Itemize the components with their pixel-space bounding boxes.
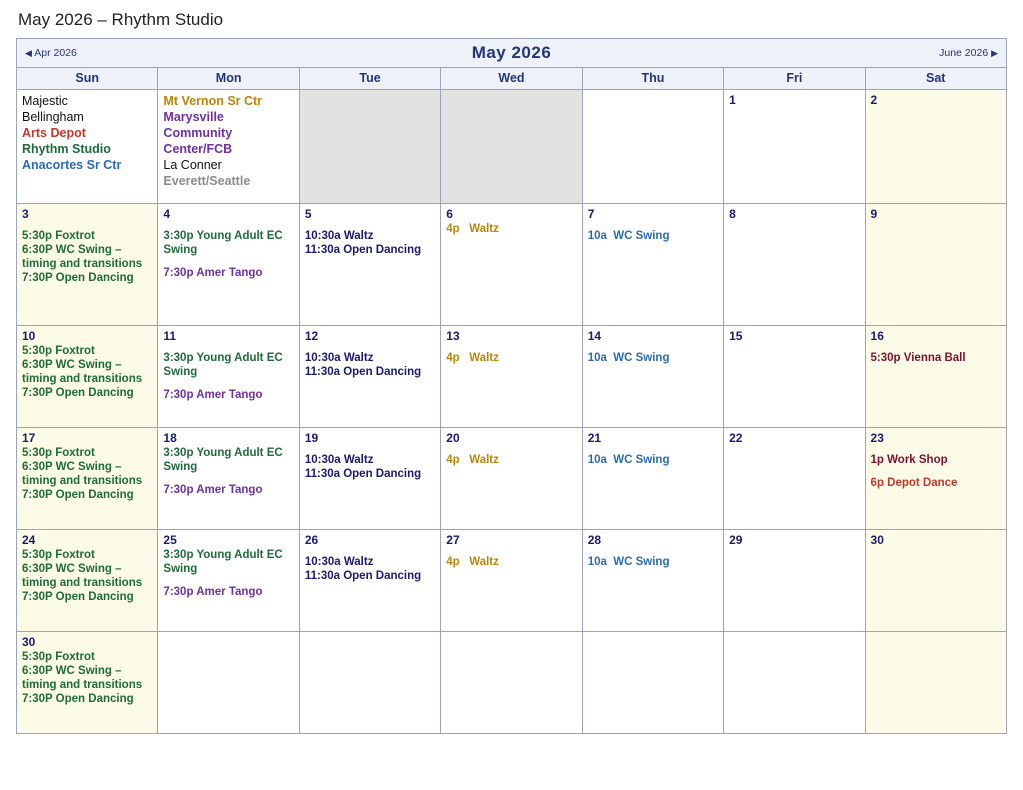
next-month-label: June 2026	[939, 47, 989, 59]
day-cell[interactable]	[583, 204, 724, 325]
day-cell[interactable]	[158, 530, 299, 631]
day-cell[interactable]	[724, 326, 865, 427]
day-number: 6	[446, 207, 453, 221]
calendar-event[interactable]: 10:30a Waltz	[304, 230, 374, 242]
day-number: 8	[729, 207, 736, 221]
legend-item: Anacortes Sr Ctr	[22, 158, 122, 172]
day-cell[interactable]	[724, 530, 865, 631]
weekday-mon: Mon	[158, 68, 299, 89]
calendar-event[interactable]: 10:30a Waltz	[304, 352, 374, 364]
calendar-event[interactable]: 7:30p Amer Tango	[163, 586, 263, 598]
day-number: 5	[304, 207, 312, 221]
day-number: 25	[163, 533, 177, 547]
day-cell[interactable]	[724, 90, 865, 203]
day-cell-empty[interactable]	[441, 90, 582, 203]
calendar-event[interactable]: 4p Waltz	[446, 352, 499, 364]
day-cell[interactable]	[441, 204, 582, 325]
day-cell-empty[interactable]	[583, 632, 724, 733]
day-number: 11	[163, 329, 177, 343]
calendar-event[interactable]: 11:30a Open Dancing	[304, 244, 422, 256]
day-number: 26	[304, 533, 319, 547]
calendar-event[interactable]: 7:30p Amer Tango	[163, 389, 263, 401]
day-number: 1	[729, 93, 736, 107]
calendar-event[interactable]: 5:30p Foxtrot	[22, 447, 95, 459]
calendar-event[interactable]: 7:30P Open Dancing	[22, 591, 134, 603]
day-cell[interactable]	[441, 530, 582, 631]
weekday-sat: Sat	[926, 71, 946, 85]
calendar-event[interactable]: 6:30P WC Swing – timing and transitions	[22, 244, 143, 270]
day-cell[interactable]	[866, 530, 1006, 631]
legend-item: Rhythm Studio	[22, 142, 111, 156]
calendar-event[interactable]: 6:30P WC Swing – timing and transitions	[22, 563, 143, 589]
day-cell[interactable]	[866, 204, 1006, 325]
day-cell[interactable]	[866, 428, 1006, 529]
calendar-event[interactable]: 3:30p Young Adult EC Swing	[163, 447, 286, 473]
next-month-button[interactable]	[939, 39, 998, 67]
day-cell[interactable]	[17, 530, 158, 631]
weekday-sun: Sun	[17, 68, 158, 89]
day-number: 16	[870, 329, 884, 343]
day-cell-empty[interactable]	[441, 632, 582, 733]
legend-item: La Conner	[163, 158, 222, 172]
weekday-thu: Thu	[583, 68, 724, 89]
calendar-week-row	[17, 428, 1006, 530]
calendar-event[interactable]: 10a WC Swing	[587, 230, 670, 242]
day-cell-empty[interactable]	[300, 632, 441, 733]
chevron-right-icon: ▶	[991, 48, 998, 58]
day-cell[interactable]	[17, 204, 158, 325]
day-number: 2	[870, 93, 878, 107]
calendar-event[interactable]: 7:30P Open Dancing	[22, 693, 134, 705]
calendar-event[interactable]: 6p Depot Dance	[870, 477, 958, 489]
day-number: 27	[446, 533, 460, 547]
weekday-tue: Tue	[300, 68, 441, 89]
day-number: 30	[870, 533, 884, 547]
day-cell-empty[interactable]	[158, 632, 299, 733]
calendar-event[interactable]: 11:30a Open Dancing	[304, 468, 422, 480]
calendar-event[interactable]: 7:30P Open Dancing	[22, 272, 134, 284]
legend-item: Arts Depot	[22, 126, 86, 140]
day-cell[interactable]	[300, 204, 441, 325]
calendar-event[interactable]: 4p Waltz	[446, 454, 499, 466]
day-number: 22	[729, 431, 743, 445]
day-cell[interactable]	[724, 204, 865, 325]
prev-month-button[interactable]	[25, 39, 77, 67]
day-number: 14	[587, 329, 602, 343]
calendar-event[interactable]: 7:30P Open Dancing	[22, 387, 134, 399]
calendar-event[interactable]: 6:30P WC Swing – timing and transitions	[22, 359, 143, 385]
calendar-event[interactable]: 7:30P Open Dancing	[22, 489, 134, 501]
day-cell-empty[interactable]	[17, 90, 158, 203]
legend-item: Everett/Seattle	[163, 174, 251, 188]
calendar-event[interactable]: 5:30p Vienna Ball	[870, 352, 966, 364]
calendar-week-row	[17, 632, 1006, 733]
day-number: 13	[446, 329, 460, 343]
day-cell[interactable]	[158, 204, 299, 325]
calendar-event[interactable]: 3:30p Young Adult EC Swing	[163, 352, 286, 378]
day-number: 7	[587, 207, 595, 221]
day-number: 20	[446, 431, 460, 445]
day-number: 29	[729, 533, 743, 547]
day-cell[interactable]	[441, 326, 582, 427]
calendar-week-row	[17, 530, 1006, 632]
calendar-week-row	[17, 204, 1006, 326]
calendar-event[interactable]: 3:30p Young Adult EC Swing	[163, 230, 286, 256]
legend-item: Majestic	[22, 94, 68, 108]
page-title: May 2026 – Rhythm Studio	[18, 10, 224, 29]
calendar-event[interactable]: 10a WC Swing	[587, 352, 670, 364]
calendar-event[interactable]: 5:30p Foxtrot	[22, 549, 95, 561]
weekday-fri: Fri	[724, 68, 865, 89]
day-cell[interactable]	[583, 428, 724, 529]
calendar-event[interactable]: 5:30p Foxtrot	[22, 345, 95, 357]
calendar-event[interactable]: 4p Waltz	[446, 223, 499, 235]
day-number: 24	[22, 533, 36, 547]
calendar-event[interactable]: 10a WC Swing	[587, 556, 670, 568]
day-cell[interactable]	[300, 428, 441, 529]
calendar-week-row	[17, 326, 1006, 428]
calendar-event[interactable]: 7:30p Amer Tango	[163, 484, 263, 496]
day-number: 21	[587, 431, 602, 445]
day-number: 17	[22, 431, 36, 445]
day-number: 4	[163, 207, 171, 221]
day-cell-empty[interactable]	[158, 90, 299, 203]
calendar-event[interactable]: 1p Work Shop	[870, 454, 948, 466]
prev-month-label: Apr 2026	[34, 47, 77, 59]
day-cell[interactable]	[866, 326, 1006, 427]
calendar-grid	[17, 90, 1006, 733]
calendar-event[interactable]: 10a WC Swing	[587, 454, 670, 466]
day-number: 3	[22, 207, 29, 221]
day-number: 28	[587, 533, 602, 547]
day-number: 15	[729, 329, 743, 343]
day-cell[interactable]	[866, 90, 1006, 203]
weekday-wed: Wed	[441, 68, 582, 89]
chevron-left-icon: ◀	[25, 48, 32, 58]
day-cell-empty[interactable]	[866, 632, 1006, 733]
day-number: 18	[163, 431, 177, 445]
day-number: 10	[22, 329, 36, 343]
day-number: 23	[870, 431, 884, 445]
day-cell-empty[interactable]	[583, 90, 724, 203]
calendar-event[interactable]: 6:30P WC Swing – timing and transitions	[22, 461, 143, 487]
calendar-event[interactable]: 6:30P WC Swing – timing and transitions	[22, 665, 143, 691]
day-cell-empty[interactable]	[724, 632, 865, 733]
calendar-event[interactable]: 11:30a Open Dancing	[304, 366, 422, 378]
day-cell[interactable]	[158, 428, 299, 529]
calendar-event[interactable]: 10:30a Waltz	[304, 556, 374, 568]
day-cell[interactable]	[583, 530, 724, 631]
day-number: 19	[304, 431, 319, 445]
calendar-event[interactable]: 5:30p Foxtrot	[22, 651, 95, 663]
day-cell[interactable]	[17, 428, 158, 529]
month-title: May 2026	[471, 43, 552, 62]
calendar-event[interactable]: 11:30a Open Dancing	[304, 570, 422, 582]
day-number: 30	[22, 635, 36, 649]
calendar-week-row	[17, 90, 1006, 204]
calendar-header	[17, 39, 1006, 68]
day-cell[interactable]	[17, 326, 158, 427]
day-number: 12	[304, 329, 319, 343]
day-cell[interactable]	[724, 428, 865, 529]
legend-item: Mt Vernon Sr Ctr	[163, 94, 263, 108]
day-number: 9	[870, 207, 878, 221]
legend-item: Marysville Community Center/FCB	[163, 110, 233, 156]
calendar	[16, 38, 1007, 734]
calendar-event[interactable]: 5:30p Foxtrot	[22, 230, 95, 242]
day-cell[interactable]	[158, 326, 299, 427]
legend-item: Bellingham	[22, 110, 84, 124]
weekday-header-row	[17, 68, 1006, 90]
calendar-event[interactable]: 10:30a Waltz	[304, 454, 374, 466]
day-cell-empty[interactable]	[300, 90, 441, 203]
calendar-event[interactable]: 7:30p Amer Tango	[163, 267, 263, 279]
day-cell[interactable]	[583, 326, 724, 427]
day-cell[interactable]	[300, 530, 441, 631]
day-cell[interactable]	[300, 326, 441, 427]
day-cell[interactable]	[17, 632, 158, 733]
calendar-event[interactable]: 3:30p Young Adult EC Swing	[163, 549, 286, 575]
calendar-event[interactable]: 4p Waltz	[446, 556, 499, 568]
day-cell[interactable]	[441, 428, 582, 529]
